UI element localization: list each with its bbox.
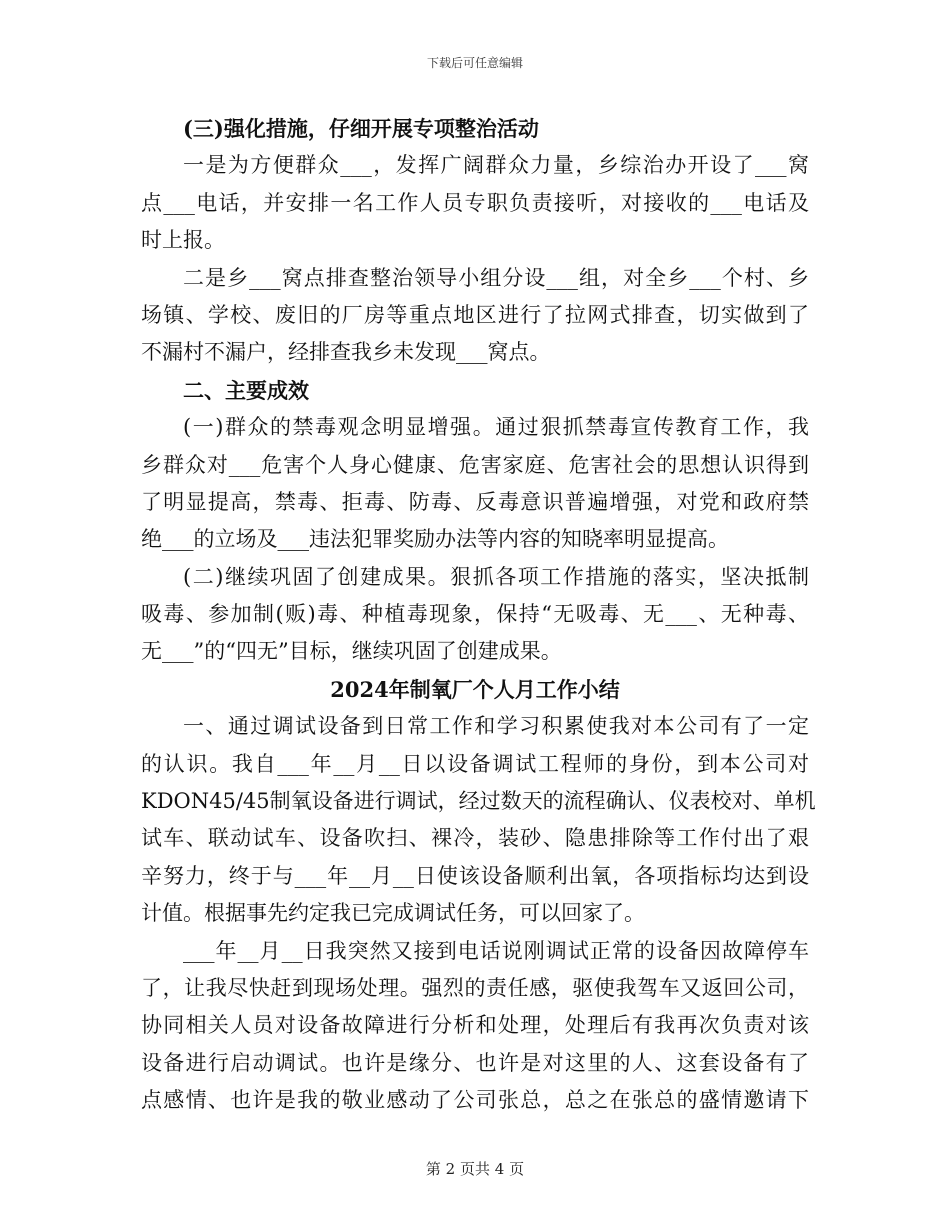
body-line: 二是乡___窝点排查整治领导小组分设___组，对全乡___个村、乡 [183,265,809,290]
body-line: 点___电话，并安排一名工作人员专职负责接听，对接收的___电话及 [141,190,809,215]
body-line: 乡群众对___危害个人身心健康、危害家庭、危害社会的思想认识得到 [141,452,809,477]
body-line: 不漏村不漏户，经排查我乡未发现___窝点。 [141,340,551,365]
body-line: 了明显提高，禁毒、拒毒、防毒、反毒意识普遍增强，对党和政府禁 [141,489,809,514]
section-title: 2024年制氧厂个人月工作小结 [330,676,620,702]
body-line: 计值。根据事先约定我已完成调试任务，可以回家了。 [141,901,645,926]
section-heading: 二、主要成效 [183,377,309,403]
body-line: 辛努力，终于与___年__月__日使该设备顺利出氧，各项指标均达到设 [141,863,809,888]
body-line: 一是为方便群众___，发挥广阔群众力量，乡综治办开设了___窝 [183,153,809,178]
document-body [141,110,816,1120]
body-line: (二)继续巩固了创建成果。狠抓各项工作措施的落实，坚决抵制 [183,564,809,589]
body-line: 了，让我尽快赶到现场处理。强烈的责任感，驱使我驾车又返回公司， [141,975,809,1000]
body-line: (一)群众的禁毒观念明显增强。通过狠抓禁毒宣传教育工作，我 [183,415,809,440]
body-line: 试车、联动试车、设备吹扫、裸冷，装砂、隐患排除等工作付出了艰 [141,826,809,851]
body-line: 绝___的立场及___违法犯罪奖励办法等内容的知晓率明显提高。 [141,527,729,552]
body-line: 设备进行启动调试。也许是缘分、也许是对这里的人、这套设备有了 [141,1050,809,1075]
body-line: 无___”的“四无”目标，继续巩固了创建成果。 [141,639,562,664]
page-footer: 第 2 页共 4 页 [425,1160,525,1178]
body-line: 协同相关人员对设备故障进行分析和处理，处理后有我再次负责对该 [141,1013,809,1038]
body-line: KDON45/45制氧设备进行调试，经过数天的流程确认、仪表校对、单机 [141,789,816,814]
body-line: 场镇、学校、废旧的厂房等重点地区进行了拉网式排查，切实做到了 [141,302,809,327]
section-heading: (三)强化措施，仔细开展专项整治活动 [183,116,539,141]
body-line: 一、通过调试设备到日常工作和学习积累使我对本公司有了一定 [183,714,809,739]
page-header: 下载后可任意编辑 [426,56,523,70]
body-line: ___年__月__日我突然又接到电话说刚调试正常的设备因故障停车 [183,938,809,963]
body-line: 吸毒、参加制(贩)毒、种植毒现象，保持“无吸毒、无___、无种毒、 [141,602,809,627]
body-line: 时上报。 [141,228,225,253]
body-line: 的认识。我自___年__月__日以设备调试工程师的身份，到本公司对 [141,751,809,776]
body-line: 点感情、也许是我的敬业感动了公司张总，总之在张总的盛情邀请下 [141,1088,809,1113]
